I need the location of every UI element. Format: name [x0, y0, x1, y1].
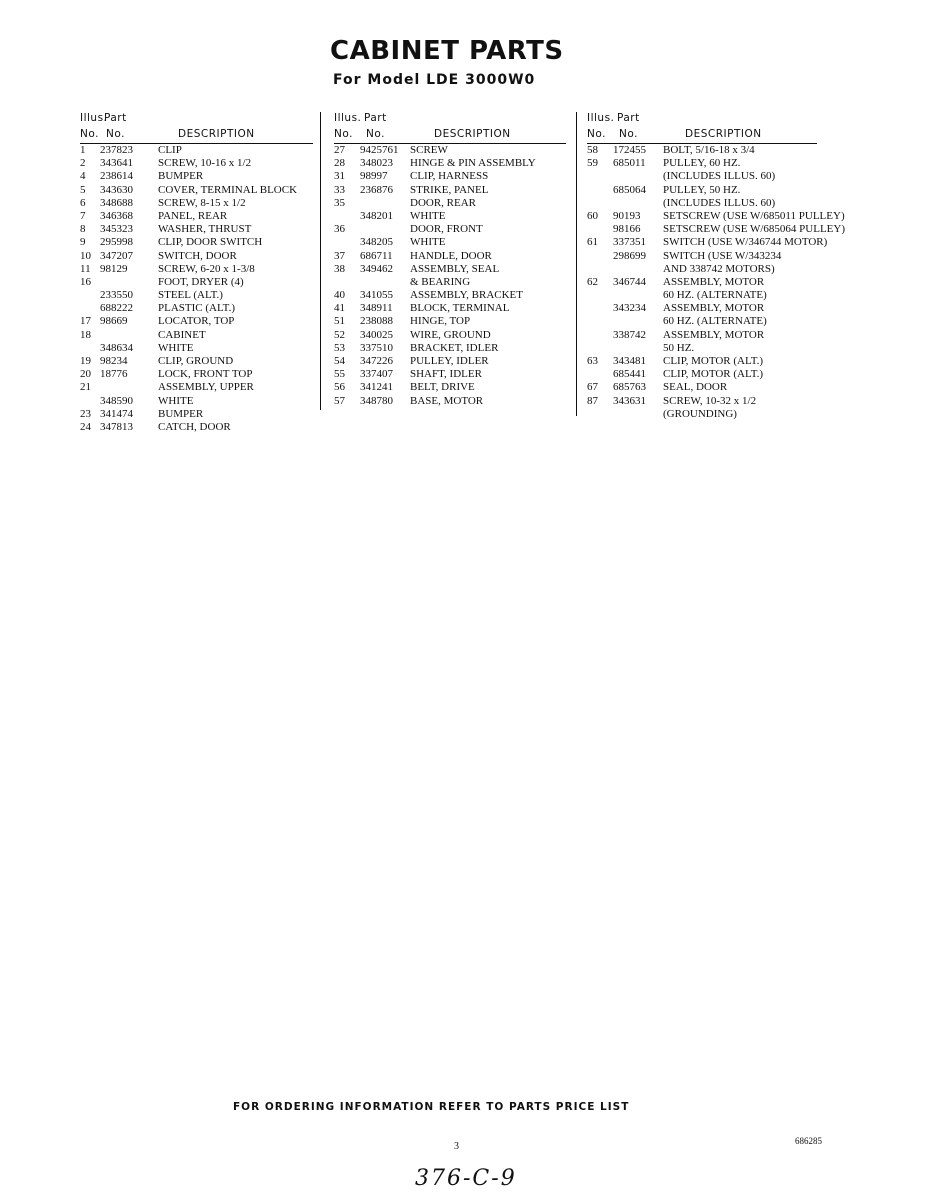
part-description: BRACKET, IDLER: [410, 341, 499, 354]
part-description: 50 HZ.: [663, 341, 695, 354]
part-description: PLASTIC (ALT.): [158, 302, 235, 315]
illus-label: Illus.: [587, 112, 615, 124]
part-number: 348780: [360, 394, 393, 407]
column-header: [334, 110, 569, 144]
part-number: 98129: [100, 262, 128, 275]
part-number: 337510: [360, 341, 393, 354]
part-number: 348634: [100, 341, 133, 354]
part-description: DOOR, REAR: [410, 196, 477, 209]
page-number: 3: [454, 1141, 459, 1152]
part-description: LOCK, FRONT TOP: [158, 368, 253, 381]
parts-row: [334, 289, 569, 302]
column-divider-1: [320, 112, 321, 410]
parts-row: [80, 395, 310, 408]
illus-number: 37: [334, 249, 345, 262]
parts-row: [80, 289, 310, 302]
parts-column-3: [587, 110, 857, 421]
illus-number: 41: [334, 302, 345, 315]
part-description: WASHER, THRUST: [158, 223, 252, 236]
part-description: HINGE, TOP: [410, 315, 471, 328]
parts-row: [80, 408, 310, 421]
part-number: 686711: [360, 249, 393, 262]
part-description: STEEL (ALT.): [158, 289, 223, 302]
part-number: 298699: [613, 249, 646, 262]
part-label: Part: [364, 112, 387, 124]
part-description: BELT, DRIVE: [410, 381, 475, 394]
part-description: WIRE, GROUND: [410, 328, 491, 341]
page-title: CABINET PARTS: [330, 36, 564, 66]
part-description: CLIP, DOOR SWITCH: [158, 236, 263, 249]
part-description: SWITCH (USE W/346744 MOTOR): [663, 236, 828, 249]
part-description: HANDLE, DOOR: [410, 249, 492, 262]
part-number: 338742: [613, 328, 646, 341]
part-description: CLIP, MOTOR (ALT.): [663, 355, 764, 367]
parts-row: [587, 276, 857, 289]
part-number: 685064: [613, 183, 646, 196]
parts-row: [587, 184, 857, 197]
part-no-label: No.: [106, 128, 125, 140]
parts-row: [334, 381, 569, 394]
part-description: WHITE: [158, 394, 194, 407]
part-description: COVER, TERMINAL BLOCK: [158, 183, 298, 196]
parts-row: [334, 263, 569, 276]
illus-number: 33: [334, 183, 345, 196]
part-description: CLIP, GROUND: [158, 355, 234, 367]
parts-row: [587, 289, 857, 302]
part-description: DOOR, FRONT: [410, 223, 483, 236]
part-description: WHITE: [158, 341, 194, 354]
illus-number: 58: [587, 144, 598, 156]
parts-row: [334, 144, 569, 157]
illus-number: 6: [80, 196, 86, 209]
illus-number: 28: [334, 157, 345, 170]
illus-number: 23: [80, 407, 91, 420]
part-description: STRIKE, PANEL: [410, 183, 489, 196]
parts-row: [587, 408, 857, 421]
parts-row: [587, 236, 857, 249]
parts-row: [80, 144, 310, 157]
parts-row: [587, 329, 857, 342]
parts-row: [80, 355, 310, 368]
parts-row: [334, 395, 569, 408]
parts-row: [80, 236, 310, 249]
part-number: 346368: [100, 209, 133, 222]
parts-row: [334, 184, 569, 197]
part-description: (GROUNDING): [663, 407, 737, 420]
illus-no-label: No.: [334, 128, 353, 140]
model-subtitle: For Model LDE 3000W0: [333, 72, 536, 88]
part-number: 348688: [100, 196, 133, 209]
part-description: WHITE: [410, 209, 446, 222]
ordering-note: FOR ORDERING INFORMATION REFER TO PARTS PRICE LIST: [233, 1101, 630, 1113]
document-code: 686285: [795, 1136, 822, 1146]
parts-row: [587, 223, 857, 236]
part-number: 337351: [613, 236, 646, 249]
illus-number: 54: [334, 355, 345, 367]
part-description: SCREW: [410, 144, 448, 156]
part-no-label: No.: [619, 128, 638, 140]
part-description: SCREW, 10-32 x 1/2: [663, 394, 757, 407]
description-label: DESCRIPTION: [685, 128, 762, 140]
part-description: PULLEY, IDLER: [410, 355, 489, 367]
part-number: 349462: [360, 262, 393, 275]
parts-row: [334, 355, 569, 368]
illus-number: 67: [587, 381, 598, 394]
part-description: BUMPER: [158, 170, 204, 183]
part-number: 238088: [360, 315, 393, 328]
part-label: Part: [104, 112, 127, 124]
illus-number: 9: [80, 236, 86, 249]
parts-row: [80, 250, 310, 263]
parts-row: [334, 236, 569, 249]
part-description: SETSCREW (USE W/685064 PULLEY): [663, 223, 846, 236]
part-number: 346744: [613, 275, 646, 288]
illus-number: 55: [334, 368, 345, 381]
part-number: 685011: [613, 157, 646, 170]
illus-label: Illus.: [80, 112, 108, 124]
parts-row: [587, 368, 857, 381]
parts-row: [587, 315, 857, 328]
part-number: 238614: [100, 170, 133, 183]
parts-row: [80, 223, 310, 236]
part-description: FOOT, DRYER (4): [158, 275, 244, 288]
part-number: 345323: [100, 223, 133, 236]
illus-number: 57: [334, 394, 345, 407]
parts-row: [80, 184, 310, 197]
illus-number: 18: [80, 328, 91, 341]
parts-row: [80, 263, 310, 276]
part-number: 685763: [613, 381, 646, 394]
parts-row: [587, 197, 857, 210]
illus-number: 60: [587, 209, 598, 222]
illus-number: 1: [80, 144, 86, 156]
parts-row: [334, 250, 569, 263]
part-description: SCREW, 8-15 x 1/2: [158, 196, 246, 209]
parts-row: [587, 302, 857, 315]
part-description: 60 HZ. (ALTERNATE): [663, 289, 767, 302]
illus-number: 59: [587, 157, 598, 170]
parts-row: [80, 302, 310, 315]
part-number: 348201: [360, 209, 393, 222]
illus-label: Illus.: [334, 112, 362, 124]
part-description: PULLEY, 60 HZ.: [663, 157, 741, 170]
parts-row: [587, 144, 857, 157]
illus-number: 61: [587, 236, 598, 249]
part-number: 98669: [100, 315, 128, 328]
part-number: 343234: [613, 302, 646, 315]
illus-number: 20: [80, 368, 91, 381]
parts-row: [587, 250, 857, 263]
illus-number: 31: [334, 170, 345, 183]
part-description: & BEARING: [410, 275, 471, 288]
part-number: 98997: [360, 170, 388, 183]
part-description: BUMPER: [158, 407, 204, 420]
illus-number: 51: [334, 315, 345, 328]
illus-number: 4: [80, 170, 86, 183]
parts-row: [334, 315, 569, 328]
illus-number: 38: [334, 262, 345, 275]
parts-row: [80, 210, 310, 223]
parts-row: [80, 276, 310, 289]
part-number: 9425761: [360, 144, 399, 156]
parts-row: [334, 223, 569, 236]
illus-number: 5: [80, 183, 86, 196]
part-description: SCREW, 10-16 x 1/2: [158, 157, 252, 170]
illus-number: 63: [587, 355, 598, 367]
illus-no-label: No.: [80, 128, 99, 140]
part-number: 347226: [360, 355, 393, 367]
parts-row: [587, 210, 857, 223]
part-number: 343631: [613, 394, 646, 407]
parts-row: [334, 197, 569, 210]
parts-row: [334, 329, 569, 342]
part-number: 337407: [360, 368, 393, 381]
description-label: DESCRIPTION: [434, 128, 511, 140]
illus-number: 52: [334, 328, 345, 341]
part-description: BOLT, 5/16-18 x 3/4: [663, 144, 755, 156]
parts-row: [334, 276, 569, 289]
illus-no-label: No.: [587, 128, 606, 140]
part-description: SCREW, 6-20 x 1-3/8: [158, 262, 255, 275]
column-header: [80, 110, 310, 144]
parts-row: [80, 381, 310, 394]
illus-number: 87: [587, 394, 598, 407]
parts-row: [80, 157, 310, 170]
parts-row: [80, 170, 310, 183]
part-description: PANEL, REAR: [158, 209, 228, 222]
part-number: 341055: [360, 289, 393, 302]
part-number: 685441: [613, 368, 646, 381]
illus-number: 53: [334, 341, 345, 354]
part-description: 60 HZ. (ALTERNATE): [663, 315, 767, 328]
illus-number: 16: [80, 275, 91, 288]
part-description: ASSEMBLY, SEAL: [410, 262, 500, 275]
part-description: CLIP, MOTOR (ALT.): [663, 368, 764, 381]
illus-number: 56: [334, 381, 345, 394]
part-number: 348911: [360, 302, 393, 315]
parts-row: [334, 170, 569, 183]
illus-number: 35: [334, 196, 345, 209]
parts-column-1: [80, 110, 310, 434]
handwritten-annotation: 376-C-9: [415, 1166, 517, 1191]
part-description: ASSEMBLY, MOTOR: [663, 302, 765, 315]
parts-row: [80, 315, 310, 328]
parts-row: [587, 342, 857, 355]
part-number: 98166: [613, 223, 641, 236]
part-number: 90193: [613, 209, 641, 222]
part-description: SEAL, DOOR: [663, 381, 728, 394]
part-description: ASSEMBLY, MOTOR: [663, 328, 765, 341]
part-description: ASSEMBLY, UPPER: [158, 381, 254, 394]
part-description: ASSEMBLY, BRACKET: [410, 289, 523, 302]
part-description: CLIP: [158, 144, 182, 156]
illus-number: 19: [80, 355, 91, 367]
parts-row: [80, 342, 310, 355]
part-description: AND 338742 MOTORS): [663, 262, 775, 275]
part-number: 348023: [360, 157, 393, 170]
part-number: 237823: [100, 144, 133, 156]
part-description: WHITE: [410, 236, 446, 249]
part-description: PULLEY, 50 HZ.: [663, 183, 741, 196]
parts-column-2: [334, 110, 569, 408]
part-description: CABINET: [158, 328, 206, 341]
part-number: 347207: [100, 249, 133, 262]
part-no-label: No.: [366, 128, 385, 140]
illus-number: 27: [334, 144, 345, 156]
part-number: 236876: [360, 183, 393, 196]
parts-row: [587, 355, 857, 368]
part-number: 347813: [100, 420, 133, 433]
part-description: SWITCH (USE W/343234: [663, 249, 782, 262]
description-label: DESCRIPTION: [178, 128, 255, 140]
part-number: 348205: [360, 236, 393, 249]
illus-number: 36: [334, 223, 345, 236]
part-number: 341241: [360, 381, 393, 394]
column-header: [587, 110, 857, 144]
part-number: 98234: [100, 355, 128, 367]
part-number: 295998: [100, 236, 133, 249]
column-divider-2: [576, 112, 577, 416]
part-number: 343630: [100, 183, 133, 196]
part-number: 348590: [100, 394, 133, 407]
parts-row: [334, 368, 569, 381]
part-number: 233550: [100, 289, 133, 302]
illus-number: 10: [80, 249, 91, 262]
parts-row: [587, 381, 857, 394]
part-number: 343641: [100, 157, 133, 170]
part-number: 343481: [613, 355, 646, 367]
part-description: SWITCH, DOOR: [158, 249, 237, 262]
part-description: CLIP, HARNESS: [410, 170, 489, 183]
parts-row: [587, 263, 857, 276]
part-number: 340025: [360, 328, 393, 341]
parts-row: [80, 197, 310, 210]
illus-number: 2: [80, 157, 86, 170]
parts-row: [334, 302, 569, 315]
parts-row: [80, 368, 310, 381]
part-description: SETSCREW (USE W/685011 PULLEY): [663, 209, 845, 222]
parts-row: [80, 421, 310, 434]
illus-number: 21: [80, 381, 91, 394]
parts-row: [587, 395, 857, 408]
part-description: (INCLUDES ILLUS. 60): [663, 170, 776, 183]
parts-row: [80, 329, 310, 342]
part-number: 18776: [100, 368, 128, 381]
part-number: 688222: [100, 302, 133, 315]
part-description: LOCATOR, TOP: [158, 315, 235, 328]
parts-row: [334, 342, 569, 355]
illus-number: 17: [80, 315, 91, 328]
illus-number: 62: [587, 275, 598, 288]
parts-row: [334, 157, 569, 170]
illus-number: 24: [80, 420, 91, 433]
part-description: CATCH, DOOR: [158, 420, 231, 433]
illus-number: 40: [334, 289, 345, 302]
part-number: 341474: [100, 407, 133, 420]
part-description: ASSEMBLY, MOTOR: [663, 275, 765, 288]
parts-row: [587, 157, 857, 170]
parts-row: [334, 210, 569, 223]
illus-number: 11: [80, 262, 91, 275]
part-description: (INCLUDES ILLUS. 60): [663, 196, 776, 209]
part-description: BASE, MOTOR: [410, 394, 484, 407]
illus-number: 8: [80, 223, 86, 236]
part-description: SHAFT, IDLER: [410, 368, 482, 381]
part-label: Part: [617, 112, 640, 124]
part-description: BLOCK, TERMINAL: [410, 302, 510, 315]
illus-number: 7: [80, 209, 86, 222]
part-number: 172455: [613, 144, 646, 156]
parts-row: [587, 170, 857, 183]
part-description: HINGE & PIN ASSEMBLY: [410, 157, 536, 170]
